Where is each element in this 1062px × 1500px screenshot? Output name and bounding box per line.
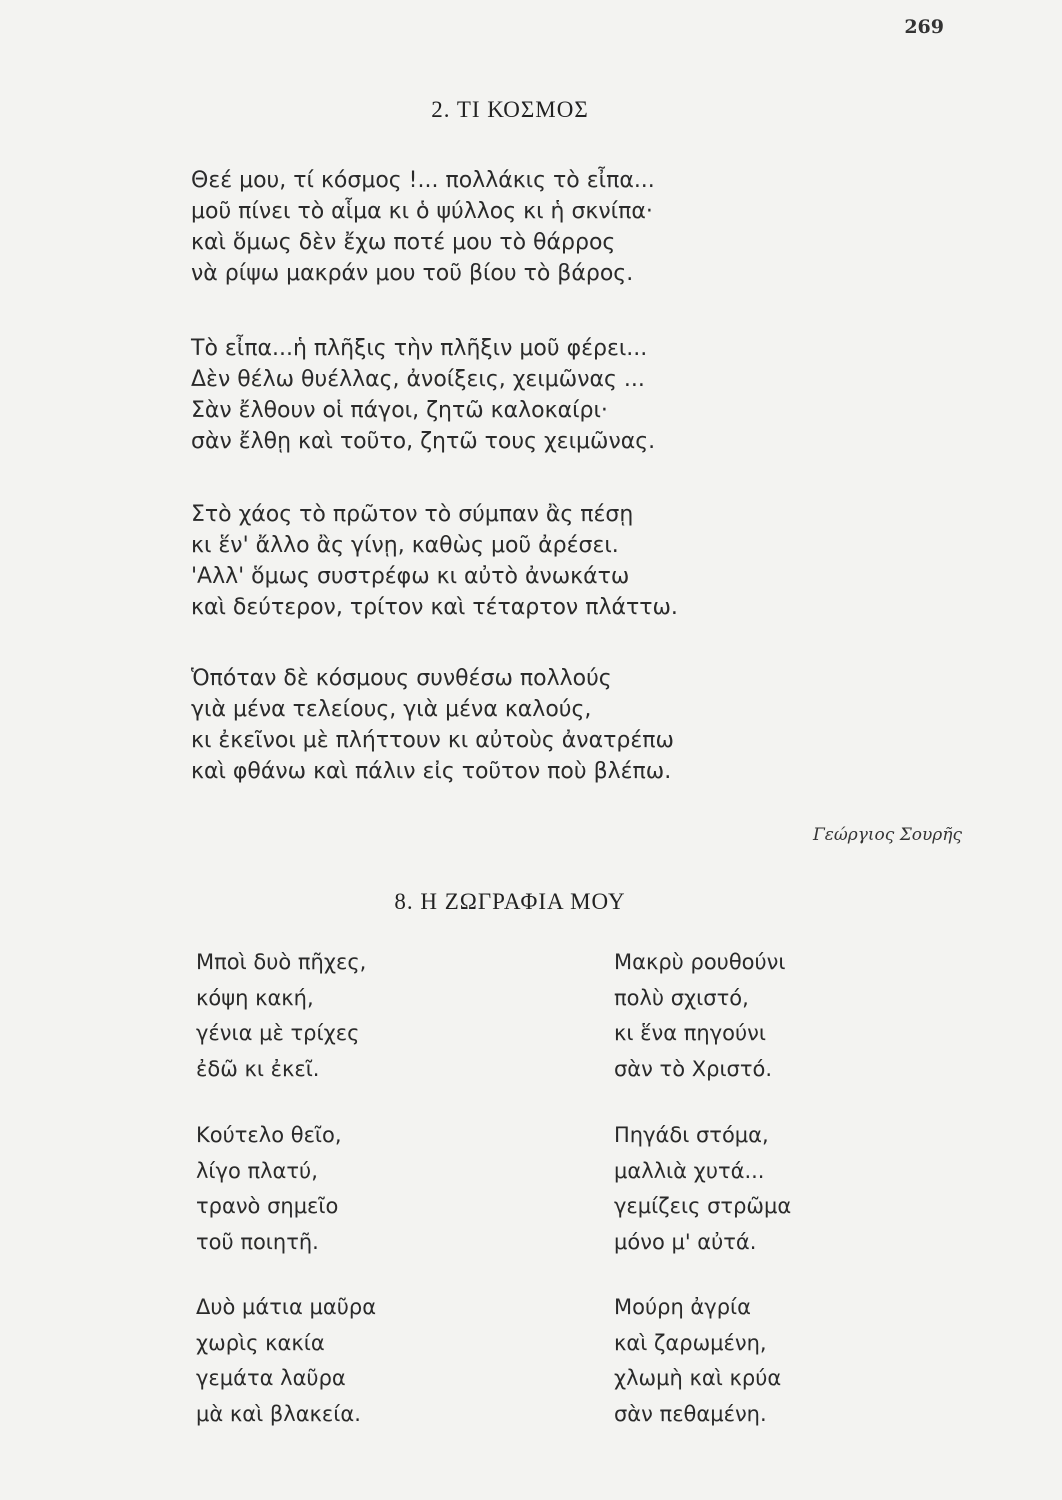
poem-line: καὶ ζαρωμένη, bbox=[614, 1330, 767, 1355]
poem2-right-stanza-3 bbox=[614, 1290, 914, 1432]
poem-line: Πηγάδι στόμα, bbox=[614, 1123, 769, 1147]
poem-line: Μακρὺ ρουθούνι bbox=[614, 950, 786, 974]
poem2-left-stanza-3 bbox=[196, 1290, 496, 1432]
poem-line: κι ἕν' ἄλλο ἂς γίνῃ, καθὼς μοῦ ἀρέσει. bbox=[191, 533, 619, 558]
poem-line: μόνο μ' αὐτά. bbox=[614, 1229, 757, 1254]
poem-author: Γεώργιος Σουρῆς bbox=[812, 825, 962, 845]
page-number: 269 bbox=[904, 16, 944, 38]
poem2-right-stanza-2 bbox=[614, 1118, 914, 1260]
poem-line: καὶ φθάνω καὶ πάλιν εἰς τοῦτον ποὺ βλέπω. bbox=[191, 759, 672, 784]
poem-line: τοῦ ποιητῆ. bbox=[196, 1229, 319, 1254]
poem-line: Μποὶ δυὸ πῆχες, bbox=[196, 950, 367, 974]
poem-line: γεμίζεις στρῶμα bbox=[614, 1194, 792, 1218]
poem-line: Θεέ μου, τί κόσμος !... πολλάκις τὸ εἶπα... bbox=[191, 168, 655, 193]
poem1-stanza-3 bbox=[191, 499, 811, 623]
poem1-stanza-2 bbox=[191, 333, 811, 457]
poem-line: σὰν πεθαμένη. bbox=[614, 1401, 767, 1426]
poem-line: Δὲν θέλω θυέλλας, ἀνοίξεις, χειμῶνας ... bbox=[191, 367, 645, 392]
poem-line: Τὸ εἶπα...ἡ πλῆξις τὴν πλῆξιν μοῦ φέρει... bbox=[191, 336, 648, 361]
poem-line: κόψη κακή, bbox=[196, 985, 314, 1010]
poem-line: κι ἐκεῖνοι μὲ πλήττουν κι αὐτοὺς ἀνατρέπω bbox=[191, 728, 674, 753]
poem-line: 'Αλλ' ὅμως συστρέφω κι αὐτὸ ἀνωκάτω bbox=[191, 564, 630, 589]
poem-title-zografia-mou: 8. Η ΖΩΓΡΑΦΙΑ ΜΟΥ bbox=[394, 889, 626, 914]
poem-line: τρανὸ σημεῖο bbox=[196, 1194, 339, 1218]
poem-line: Δυὸ μάτια μαῦρα bbox=[196, 1295, 377, 1319]
poem-line: Ὁπόταν δὲ κόσμους συνθέσω πολλούς bbox=[191, 666, 612, 691]
poem-line: γιὰ μένα τελείους, γιὰ μένα καλούς, bbox=[191, 697, 592, 722]
poem1-stanza-1 bbox=[191, 165, 811, 289]
poem-line: Σὰν ἔλθουν οἱ πάγοι, ζητῶ καλοκαίρι· bbox=[191, 398, 608, 423]
poem-title-ti-kosmos: 2. ΤΙ ΚΟΣΜΟΣ bbox=[431, 97, 589, 122]
poem-line: μαλλιὰ χυτά... bbox=[614, 1158, 765, 1183]
poem2-left-stanza-2 bbox=[196, 1118, 496, 1260]
poem-line: Κούτελο θεῖο, bbox=[196, 1123, 342, 1147]
poem-line: καὶ δεύτερον, τρίτον καὶ τέταρτον πλάττω. bbox=[191, 595, 678, 620]
poem-line: γένια μὲ τρίχες bbox=[196, 1021, 360, 1045]
poem-line: λίγο πλατύ, bbox=[196, 1158, 318, 1183]
poem1-stanza-4 bbox=[191, 663, 811, 787]
poem2-right-stanza-1 bbox=[614, 945, 914, 1087]
poem-line: νὰ ρίψω μακράν μου τοῦ βίου τὸ βάρος. bbox=[191, 261, 634, 286]
poem-line: κι ἕνα πηγούνι bbox=[614, 1021, 766, 1045]
poem-line: Μούρη ἀγρία bbox=[614, 1295, 751, 1319]
poem-line: ἐδῶ κι ἐκεῖ. bbox=[196, 1056, 320, 1081]
poem-line: Στὸ χάος τὸ πρῶτον τὸ σύμπαν ἂς πέσῃ bbox=[191, 502, 634, 527]
poem-line: μὰ καὶ βλακεία. bbox=[196, 1401, 361, 1426]
poem-line: σὰν ἔλθῃ καὶ τοῦτο, ζητῶ τους χειμῶνας. bbox=[191, 429, 656, 454]
poem-line: γεμάτα λαῦρα bbox=[196, 1366, 346, 1390]
poem2-left-stanza-1 bbox=[196, 945, 496, 1087]
poem-line: καὶ ὅμως δὲν ἔχω ποτέ μου τὸ θάρρος bbox=[191, 230, 616, 255]
poem-line: σὰν τὸ Χριστό. bbox=[614, 1056, 773, 1081]
poem-line: χωρὶς κακία bbox=[196, 1330, 325, 1355]
poem-line: πολὺ σχιστό, bbox=[614, 985, 749, 1010]
poem-line: μοῦ πίνει τὸ αἷμα κι ὁ ψύλλος κι ἡ σκνίπα· bbox=[191, 199, 653, 224]
poem-line: χλωμὴ καὶ κρύα bbox=[614, 1366, 782, 1390]
